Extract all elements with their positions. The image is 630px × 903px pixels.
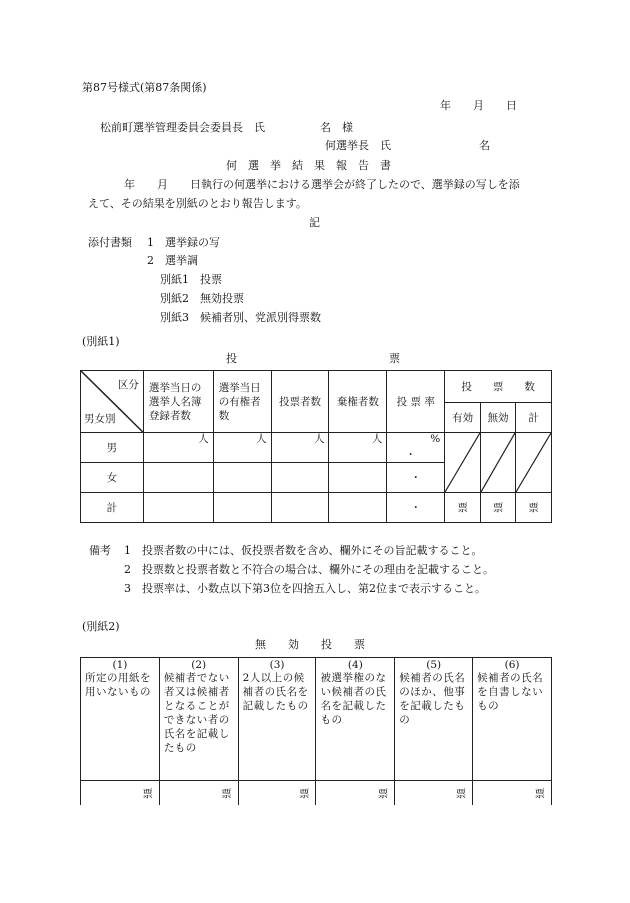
header-diagonal-cell <box>81 371 144 433</box>
unit-vote: 票 <box>473 781 552 806</box>
unit-person: 人 <box>329 433 387 463</box>
remarks-label: 備考 <box>89 544 111 557</box>
vote-table <box>80 370 552 523</box>
invalid-col-1 <box>81 658 160 781</box>
rate-cell <box>387 433 445 463</box>
col-description: 2人以上の候補者の氏名を記載したもの <box>242 672 309 712</box>
invalid-col-3 <box>238 658 316 781</box>
attachments-label: 添付書類 <box>88 236 132 249</box>
empty-cell <box>143 493 213 523</box>
unit-vote: 票 <box>238 781 316 806</box>
col-voters: 投票者数 <box>271 371 329 433</box>
table-row <box>81 781 552 806</box>
annex2-label: (別紙2) <box>82 620 120 633</box>
col-number: (6) <box>504 659 520 671</box>
invalid-col-6 <box>473 658 552 781</box>
ki-heading: 記 <box>309 216 320 229</box>
col-description: 所定の用紙を用いないもの <box>85 672 151 698</box>
col-total: 計 <box>516 403 552 433</box>
unit-vote: 票 <box>395 781 473 806</box>
table-row <box>81 493 552 523</box>
col-abstain: 棄権者数 <box>329 371 387 433</box>
col-number: (5) <box>426 659 442 671</box>
unit-vote: 票 <box>316 781 395 806</box>
slash-cell <box>516 433 552 493</box>
header-kubun: 区分 <box>117 379 139 391</box>
empty-cell <box>329 463 387 493</box>
header-sex: 男女別 <box>84 413 116 425</box>
remark-1: 1 投票者数の中には、仮投票者数を含め、欄外にその旨記載すること。 <box>124 544 483 557</box>
col-votes: 投 票 数 <box>445 371 552 403</box>
decimal-dot: ・ <box>387 493 445 523</box>
col-number: (1) <box>112 659 128 671</box>
unit-vote: 票 <box>481 493 516 523</box>
remark-3: 3 投票率は、小数点以下第3位を四捨五入し、第2位まで表示すること。 <box>124 582 486 595</box>
unit-person: 人 <box>143 433 213 463</box>
row-male: 男 <box>81 433 144 463</box>
form-number: 第87号様式(第87条関係) <box>82 81 207 94</box>
decimal-dot: ・ <box>405 449 416 461</box>
empty-cell <box>271 463 329 493</box>
annex1-title-right: 票 <box>389 352 400 365</box>
col-number: (3) <box>269 659 285 671</box>
col-registered: 選挙当日の選挙人名簿登録者数 <box>143 371 213 433</box>
empty-cell <box>143 463 213 493</box>
date-line: 年 月 日 <box>440 99 517 112</box>
col-description: 候補者の氏名のほか、他事を記載したもの <box>399 672 466 726</box>
unit-vote: 票 <box>81 781 160 806</box>
invalid-vote-table <box>80 657 552 805</box>
remark-2: 2 投票数と投票者数と不符合の場合は、欄外にその理由を記載すること。 <box>124 563 494 576</box>
body-line-1: 年 月 日執行の何選挙における選挙会が終了したので、選挙録の写しを添 <box>124 178 520 191</box>
sender: 何選挙長 氏 名 <box>325 139 490 152</box>
decimal-dot: ・ <box>387 463 445 493</box>
sub-attachment-1: 別紙1 投票 <box>160 273 222 286</box>
annex1-title-left: 投 <box>226 352 237 365</box>
row-female: 女 <box>81 463 144 493</box>
page-title: 何 選 挙 結 果 報 告 書 <box>226 159 391 172</box>
empty-cell <box>213 493 271 523</box>
invalid-col-5 <box>395 658 473 781</box>
col-valid: 有効 <box>445 403 481 433</box>
unit-vote: 票 <box>159 781 238 806</box>
invalid-col-4 <box>316 658 395 781</box>
sub-attachment-3: 別紙3 候補者別、党派別得票数 <box>160 311 321 324</box>
col-invalid: 無効 <box>481 403 516 433</box>
unit-person: 人 <box>213 433 271 463</box>
sub-attachment-2: 別紙2 無効投票 <box>160 292 244 305</box>
col-rate: 投 票 率 <box>387 371 445 433</box>
empty-cell <box>271 493 329 523</box>
unit-person: 人 <box>271 433 329 463</box>
unit-percent: % <box>430 433 441 445</box>
col-description: 候補者の氏名を自書しないもの <box>477 672 544 712</box>
table-row <box>81 658 552 781</box>
table-row <box>81 433 552 463</box>
attachment-2: 2 選挙調 <box>147 254 198 267</box>
col-number: (2) <box>191 659 207 671</box>
addressee: 松前町選挙管理委員会委員長 氏 名 様 <box>100 121 353 134</box>
empty-cell <box>213 463 271 493</box>
unit-vote: 票 <box>445 493 481 523</box>
col-description: 候補者でない者又は候補者となることができない者の氏名を記載したもの <box>163 672 230 754</box>
col-eligible: 選挙当日の有権者数 <box>213 371 271 433</box>
col-number: (4) <box>347 659 363 671</box>
slash-cell <box>481 433 516 493</box>
row-total: 計 <box>81 493 144 523</box>
body-line-2: えて、その結果を別紙のとおり報告します。 <box>88 197 307 210</box>
annex1-label: (別紙1) <box>82 335 120 348</box>
empty-cell <box>329 493 387 523</box>
col-description: 被選挙権のない候補者の氏名を記載したもの <box>320 672 387 726</box>
unit-vote: 票 <box>516 493 552 523</box>
attachment-1: 1 選挙録の写 <box>147 236 220 249</box>
slash-cell <box>445 433 481 493</box>
annex2-title: 無 効 投 票 <box>255 638 365 651</box>
invalid-col-2 <box>159 658 238 781</box>
